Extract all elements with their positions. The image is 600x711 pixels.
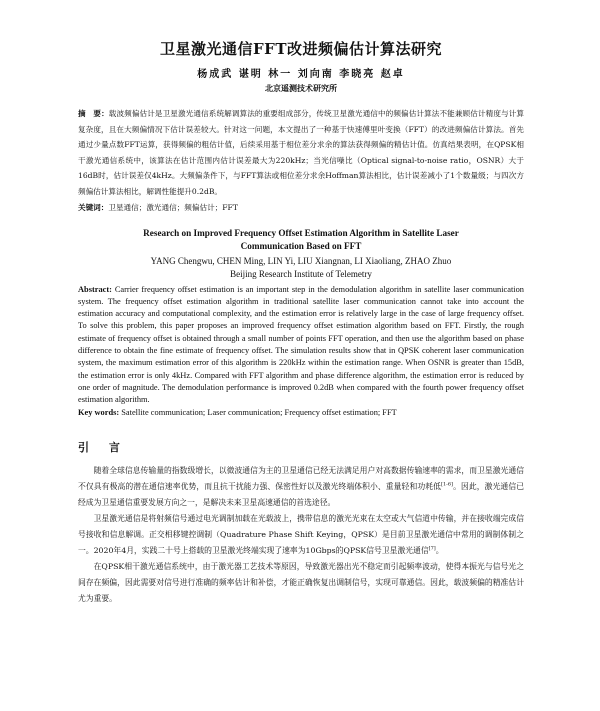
intro-paragraph-1-text: 随着全球信息传输量的指数级增长，以微波通信为主的卫星通信已经无法满足用户对高数据传输速率的需求，而卫星激光通信不仅具有极高的潜在通信速率优势，而且抗干扰能力强、保密性好以及激光终端体积小、重量轻和功耗低 (78, 465, 524, 491)
english-authors: YANG Chengwu, CHEN Ming, LIN Yi, LIU Xiangnan, LI Xiaoliang, ZHAO Zhuo (150, 255, 452, 266)
english-keywords (78, 407, 524, 419)
english-abstract-text: Carrier frequency offset estimation is an important step in the demodulation algorithm in satellite laser communication system. The frequency offset estimation algorithm in traditional satellite laser communication cannot take into account the estimation accuracy and computational complexity, and the estimation error is relatively large in the case of large frequency offset. To solve this problem, this paper proposes an improved frequency offset estimation algorithm based on FFT. Firstly, the rough estimate of frequency offset is obtained through a small number of points FFT operation, and then use the algorithm based on phase difference to obtain the fine estimate of frequency offset. The simulation results show that in QPSK coherent laser communication system, the maximum estimation error of this algorithm is 220kHz within the estimation range. When OSNR is greater than 15dB, the estimation error is only 4kHz. Compared with FFT algorithm and phase difference algorithm, the estimation error is reduced by one order of magnitude. The demodulation performance is improved 0.2dB when compared with the fourth power frequency offset estimation algorithm. (78, 284, 524, 405)
chinese-abstract-label: 摘 要： (78, 109, 109, 118)
chinese-keywords-label: 关键词： (78, 202, 109, 212)
paper-page (78, 38, 524, 607)
english-abstract (78, 284, 524, 407)
chinese-authors: 杨成武 谌明 林一 刘向南 李晓亮 赵卓 (197, 69, 405, 80)
chinese-affiliation: 北京遥测技术研究所 (265, 83, 337, 93)
intro-paragraph-2-tail: 。 (435, 545, 444, 555)
chinese-abstract (78, 106, 524, 200)
citation-ref: [1-6] (441, 481, 453, 488)
section-heading-introduction: 引 言 (78, 440, 128, 454)
intro-paragraph-1 (78, 463, 524, 511)
english-affiliation: Beijing Research Institute of Telemetry (230, 268, 372, 279)
citation-ref: [7] (428, 545, 436, 552)
english-keywords-text: Satellite communication; Laser communication; Frequency offset estimation; FFT (121, 407, 397, 417)
chinese-abstract-text: 载波频偏估计是卫星激光通信系统解调算法的重要组成部分，传统卫星激光通信中的频偏估计算法不能兼顾估计精度与计算复杂度，且在大频偏情况下估计误差较大。针对这一问题，本文提出了一种基于快速傅里叶变换（FFT）的改进频偏估计算法。首先通过少量点数FFT运算，获得频偏的粗估计值，后续采用基于相位差分求余的算法获得频偏的精估计值。仿真结果表明，在QPSK相干激光通信系统中，该算法在估计范围内估计误差最大为220kHz；当光信噪比（Optical signal-to-noise ratio，OSNR）大于16dB时，估计误差仅4kHz。大频偏条件下，与FFT算法或相位差分求余Hoffman算法相比，估计误差减小了1个数量级；与四次方频偏估计算法相比，解调性能提升0.2dB。 (78, 109, 524, 196)
english-abstract-label: Abstract: (78, 284, 112, 294)
intro-paragraph-2 (78, 511, 524, 559)
english-keywords-label: Key words: (78, 407, 120, 417)
intro-paragraph-2-text: 卫星激光通信是将射频信号通过电光调制加载在光载波上，携带信息的激光光束在太空或大气信道中传输，并在接收端完成信号接收和信息解调。正交相移键控调制（Quadrature Phase Shift Keying，QPSK）是目前卫星激光通信中常用的调制体制之一。2020年4月，实践二十号上搭载的卫星激光终端实现了速率为10Gbps的QPSK信号卫星激光通信 (78, 513, 524, 555)
chinese-keywords-text: 卫星通信；激光通信；频偏估计；FFT (108, 202, 238, 212)
intro-paragraph-1-tail: 。因此，激光通信已经成为卫星通信重要发展方向之一，是解决未来卫星高速通信的首选途径。 (78, 481, 525, 507)
chinese-title: 卫星激光通信FFT改进频偏估计算法研究 (160, 40, 442, 58)
chinese-keywords (78, 200, 524, 215)
intro-paragraph-3: 在QPSK相干激光通信系统中，由于激光器工艺技术等原因，导致激光器出光不稳定而引起频率波动，使得本振光与信号光之间存在频偏，因此需要对信号进行准确的频率估计和补偿，才能正确恢复出调制信号，实现可靠通信。因此，载波频偏的精准估计尤为重要。 (78, 561, 524, 603)
english-title: Research on Improved Frequency Offset Estimation Algorithm in Satellite Laser Communication Based on FFT (143, 227, 459, 251)
